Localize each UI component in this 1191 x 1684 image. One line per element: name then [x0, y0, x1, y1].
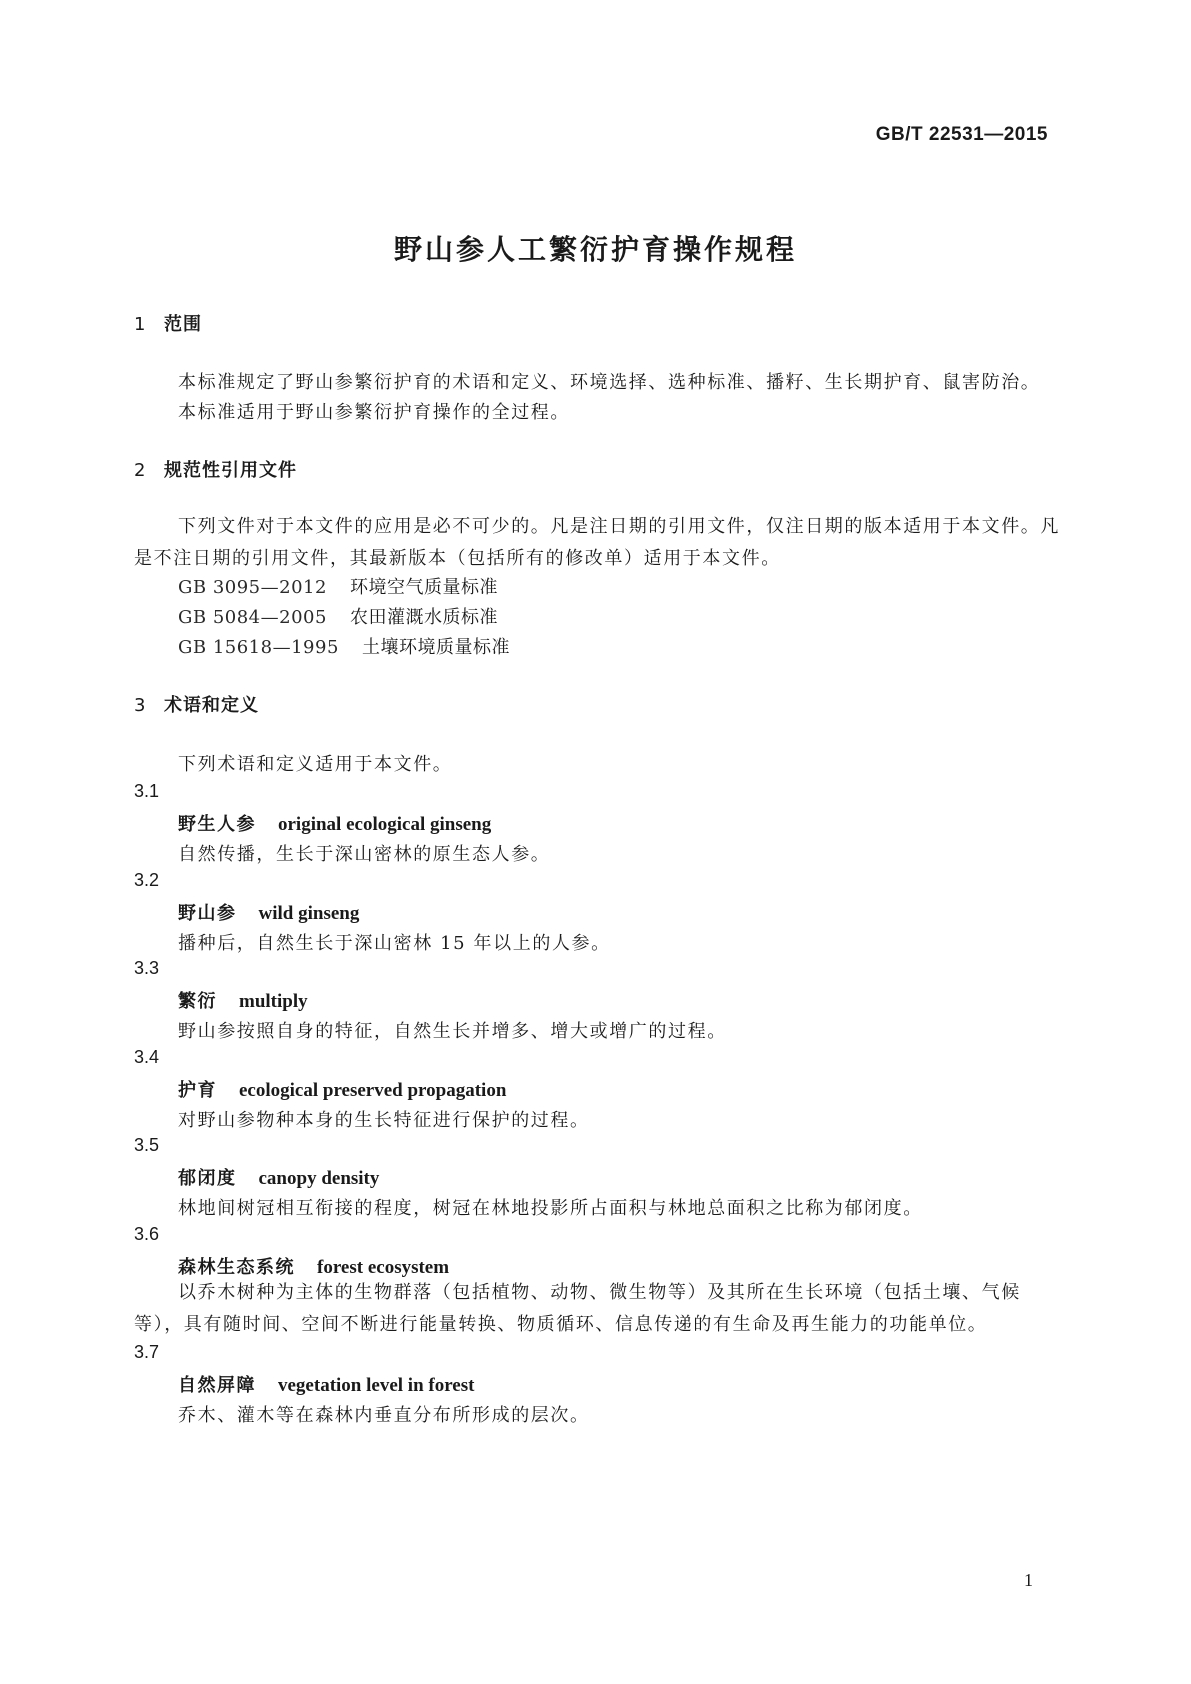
term-en: original ecological ginseng: [278, 814, 492, 835]
term-number: 3.6: [134, 1224, 160, 1244]
reference-item: [178, 633, 510, 659]
section-number: 2: [134, 460, 147, 481]
term-number: 3.7: [134, 1342, 160, 1362]
term-definition: 乔木、灌木等在森林内垂直分布所形成的层次。: [178, 1405, 590, 1426]
section-title: 规范性引用文件: [164, 460, 297, 481]
term-zh: 野生人参: [178, 814, 256, 835]
term-number: 3.2: [134, 870, 160, 890]
reference-title: 环境空气质量标准: [350, 577, 498, 598]
term-number: 3.4: [134, 1047, 160, 1067]
term-definition-text: 以乔木树种为主体的生物群落（包括植物、动物、微生物等）及其所在生长环境（包括土壤、气候等），具有随时间、空间不断进行能量转换、物质循环、信息传递的有生命及再生能力的功能单位。: [134, 1282, 1021, 1335]
term-number: 3.1: [134, 781, 160, 801]
document-title: 野山参人工繁衍护育操作规程: [393, 233, 797, 266]
section-title: 范围: [164, 314, 202, 335]
term-zh: 繁衍: [178, 991, 217, 1012]
term-heading: [178, 810, 491, 836]
term-heading: [178, 987, 308, 1013]
reference-code: GB 5084—2005: [178, 607, 327, 628]
page-number: 1: [1024, 1570, 1033, 1590]
term-zh: 森林生态系统: [178, 1257, 295, 1278]
reference-code: GB 15618—1995: [178, 637, 339, 658]
term-zh: 护育: [178, 1080, 217, 1101]
reference-title: 土壤环境质量标准: [362, 637, 510, 658]
term-number: 3.3: [134, 958, 160, 978]
standard-code: GB/T 22531—2015: [875, 124, 1048, 145]
term-definition: 对野山参物种本身的生长特征进行保护的过程。: [178, 1110, 590, 1131]
reference-item: [178, 573, 498, 599]
term-en: ecological preserved propagation: [239, 1080, 507, 1101]
section-number: 3: [134, 695, 147, 716]
term-definition: [134, 1277, 1066, 1341]
term-number: 3.5: [134, 1135, 160, 1155]
term-en: canopy density: [258, 1168, 380, 1189]
term-heading: [178, 1371, 474, 1397]
term-zh: 郁闭度: [178, 1168, 237, 1189]
term-definition: 野山参按照自身的特征，自然生长并增多、增大或增广的过程。: [178, 1021, 727, 1042]
term-zh: 野山参: [178, 903, 237, 924]
term-zh: 自然屏障: [178, 1375, 256, 1396]
reference-code: GB 3095—2012: [178, 577, 327, 598]
paragraph: 本标准规定了野山参繁衍护育的术语和定义、环境选择、选种标准、播籽、生长期护育、鼠害防治。: [178, 372, 1041, 393]
term-definition: 播种后，自然生长于深山密林 15 年以上的人参。: [178, 933, 611, 954]
paragraph-text: 下列文件对于本文件的应用是必不可少的。凡是注日期的引用文件，仅注日期的版本适用于本文件。凡是不注日期的引用文件，其最新版本（包括所有的修改单）适用于本文件。: [134, 516, 1060, 569]
term-heading: [178, 1253, 449, 1279]
paragraph: 本标准适用于野山参繁衍护育操作的全过程。: [178, 402, 570, 423]
section-title: 术语和定义: [164, 695, 259, 716]
section-number: 1: [134, 314, 147, 335]
term-heading: [178, 1164, 379, 1190]
section-heading-normative-references: [134, 456, 297, 482]
term-en: wild ginseng: [258, 903, 360, 924]
reference-item: [178, 603, 498, 629]
term-en: multiply: [239, 991, 308, 1012]
paragraph: [134, 511, 1066, 575]
term-definition: 林地间树冠相互衔接的程度，树冠在林地投影所占面积与林地总面积之比称为郁闭度。: [178, 1198, 923, 1219]
term-heading: [178, 1076, 506, 1102]
section-heading-terms-and-definitions: [134, 691, 259, 717]
term-en: forest ecosystem: [317, 1257, 450, 1278]
paragraph: 下列术语和定义适用于本文件。: [178, 754, 453, 775]
term-definition: 自然传播，生长于深山密林的原生态人参。: [178, 844, 551, 865]
term-en: vegetation level in forest: [278, 1375, 475, 1396]
term-heading: [178, 899, 359, 925]
reference-title: 农田灌溉水质标准: [350, 607, 498, 628]
section-heading-scope: [134, 310, 202, 336]
